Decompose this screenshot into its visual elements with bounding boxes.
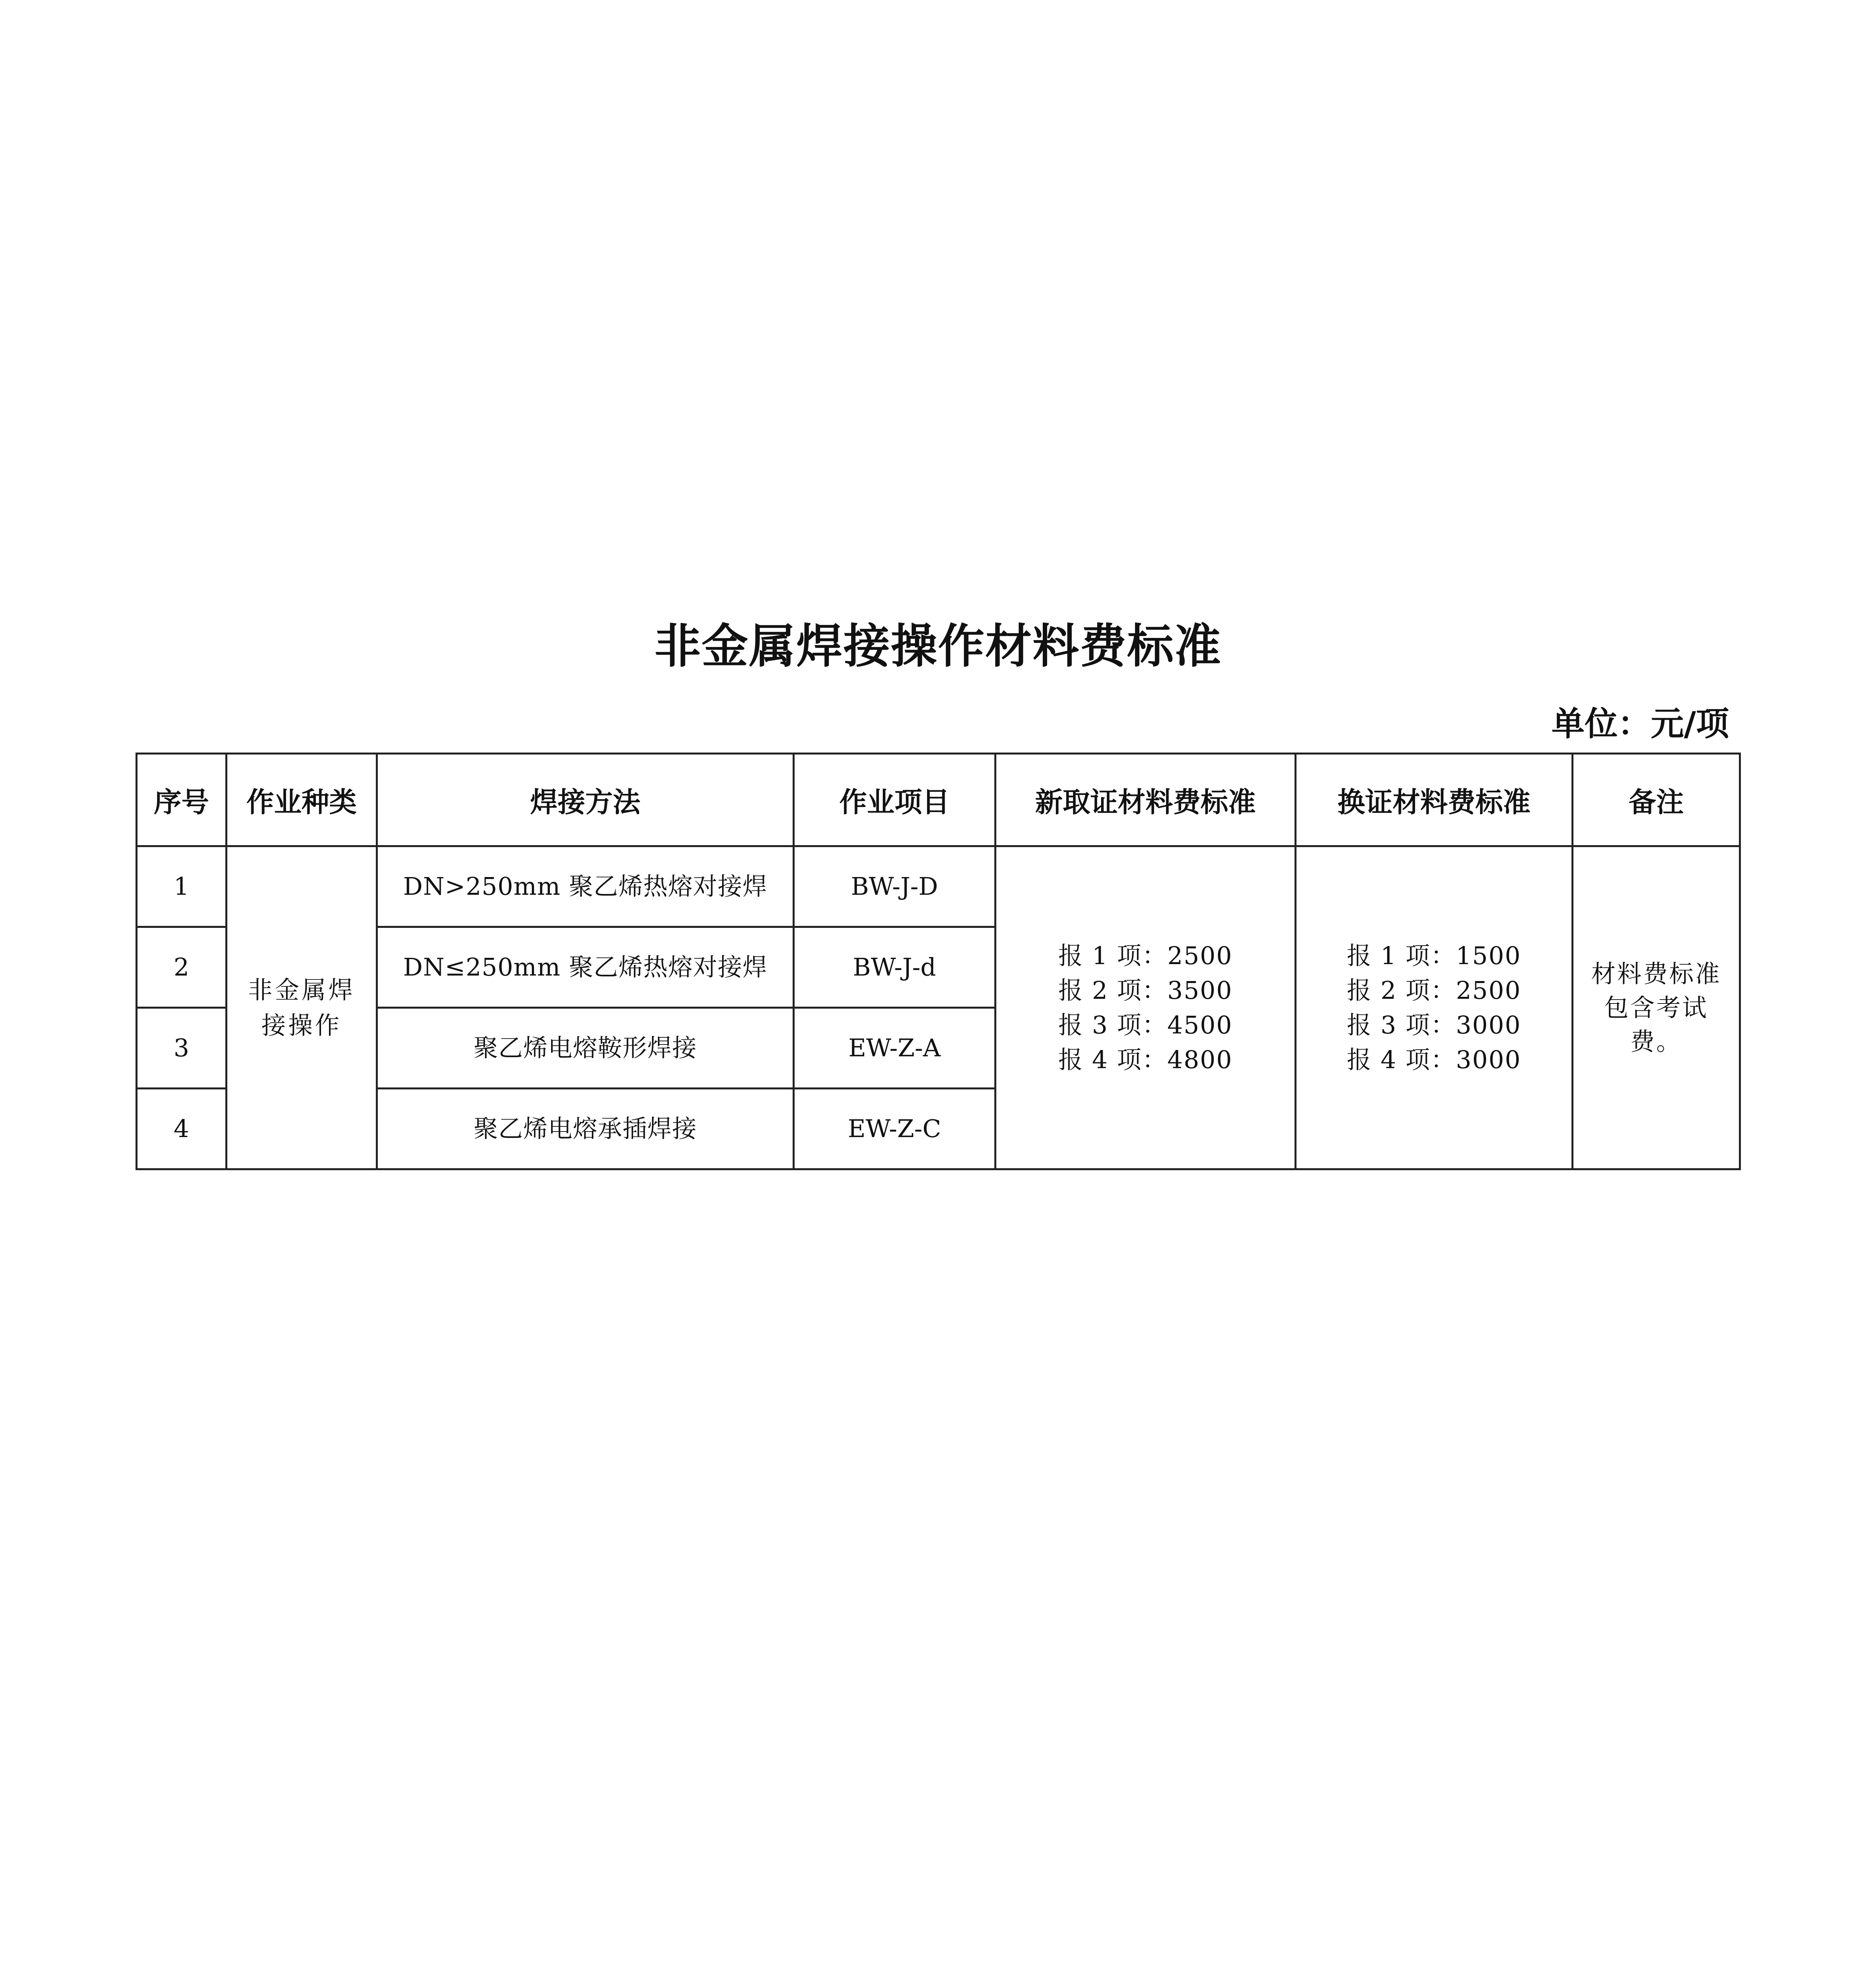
new-fee-line: 报 4 项：4800 bbox=[1058, 1045, 1233, 1074]
new-fee-line: 报 1 项：2500 bbox=[1058, 941, 1233, 970]
header-method: 焊接方法 bbox=[377, 754, 794, 846]
header-index: 序号 bbox=[137, 754, 227, 846]
header-remark: 备注 bbox=[1573, 754, 1740, 846]
cell-method: DN>250mm 聚乙烯热熔对接焊 bbox=[377, 846, 794, 927]
cell-category bbox=[227, 846, 377, 1169]
table-header-row bbox=[137, 754, 1740, 846]
cell-item: BW-J-d bbox=[794, 927, 996, 1008]
category-line: 接操作 bbox=[261, 1011, 342, 1040]
new-fee-line: 报 3 项：4500 bbox=[1058, 1010, 1233, 1039]
new-fee-line: 报 2 项：3500 bbox=[1058, 976, 1233, 1005]
remark-line: 材料费标准 bbox=[1591, 959, 1721, 988]
cell-new-fee bbox=[996, 846, 1296, 1169]
table-row bbox=[137, 846, 1740, 927]
category-line: 非金属焊 bbox=[248, 975, 355, 1004]
cell-method: 聚乙烯电熔鞍形焊接 bbox=[377, 1008, 794, 1089]
fee-standard-table bbox=[136, 753, 1741, 1170]
cell-renew-fee bbox=[1296, 846, 1573, 1169]
header-category: 作业种类 bbox=[227, 754, 377, 846]
cell-item: EW-Z-C bbox=[794, 1089, 996, 1169]
renew-fee-line: 报 3 项：3000 bbox=[1347, 1010, 1521, 1039]
cell-item: EW-Z-A bbox=[794, 1008, 996, 1089]
cell-method: 聚乙烯电熔承插焊接 bbox=[377, 1089, 794, 1169]
renew-fee-line: 报 1 项：1500 bbox=[1347, 941, 1521, 970]
renew-fee-line: 报 4 项：3000 bbox=[1347, 1045, 1521, 1074]
cell-index: 3 bbox=[137, 1008, 227, 1089]
header-renew-fee: 换证材料费标准 bbox=[1296, 754, 1573, 846]
unit-label: 单位：元/项 bbox=[1551, 704, 1729, 743]
header-new-fee: 新取证材料费标准 bbox=[996, 754, 1296, 846]
remark-line: 费。 bbox=[1630, 1027, 1682, 1056]
page-title: 非金属焊接操作材料费标准 bbox=[654, 619, 1222, 673]
cell-index: 2 bbox=[137, 927, 227, 1008]
cell-remark bbox=[1573, 846, 1740, 1169]
cell-method: DN≤250mm 聚乙烯热熔对接焊 bbox=[377, 927, 794, 1008]
cell-index: 1 bbox=[137, 846, 227, 927]
remark-line: 包含考试 bbox=[1604, 993, 1708, 1022]
cell-item: BW-J-D bbox=[794, 846, 996, 927]
renew-fee-line: 报 2 项：2500 bbox=[1347, 976, 1521, 1005]
header-item: 作业项目 bbox=[794, 754, 996, 846]
cell-index: 4 bbox=[137, 1089, 227, 1169]
